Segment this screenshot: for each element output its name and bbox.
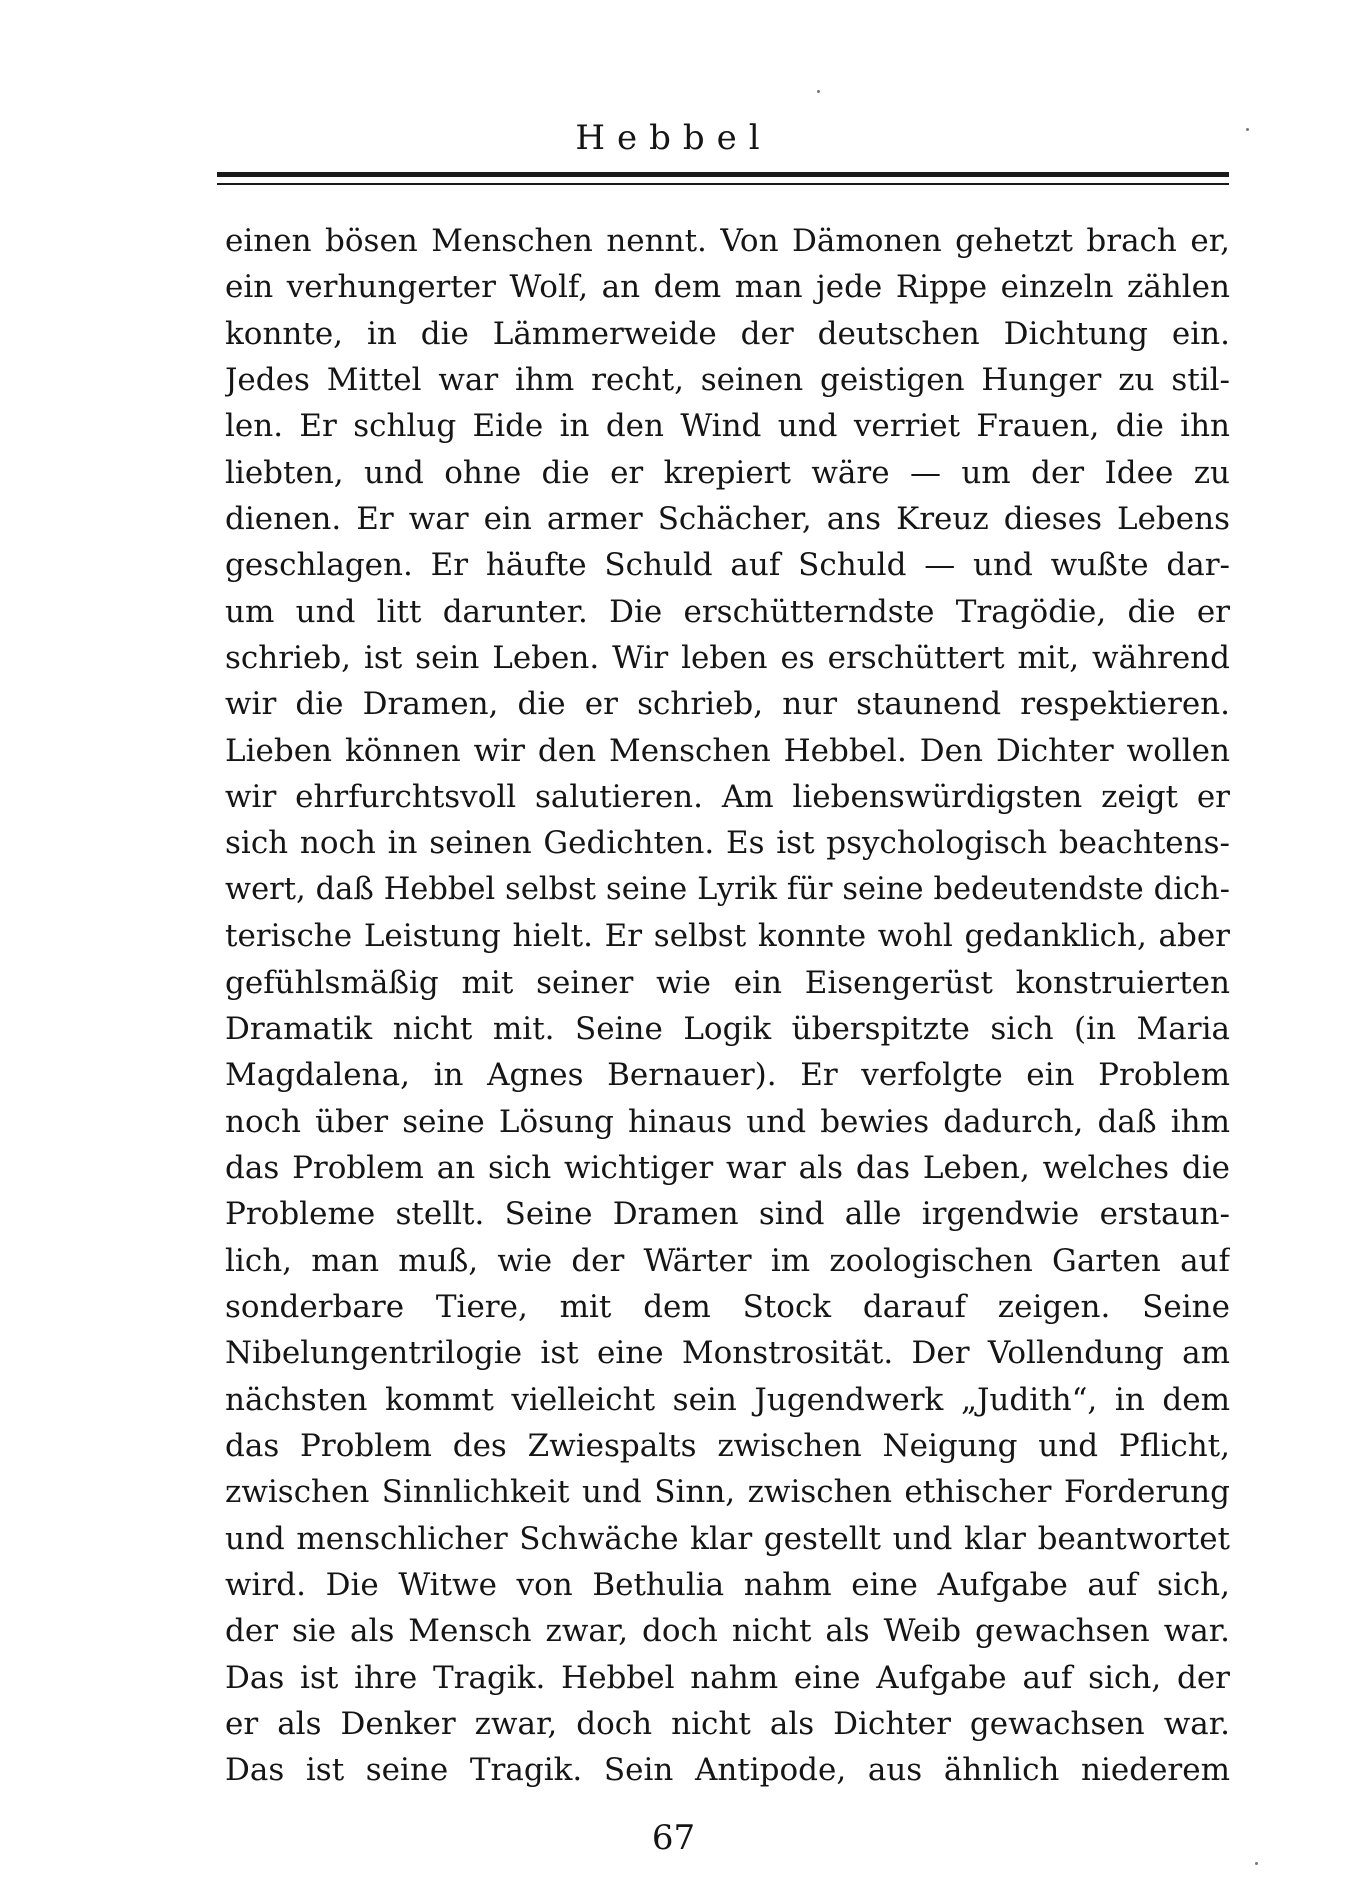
text-line: sich noch in seinen Gedichten. Es ist psychologisch beachtens-	[225, 825, 1230, 862]
text-line: sonderbare Tiere, mit dem Stock darauf zeigen. Seine	[225, 1288, 1230, 1325]
text-line: Probleme stellt. Seine Dramen sind alle irgendwie erstaun-	[225, 1196, 1230, 1233]
text-line: lich, man muß, wie der Wärter im zoologischen Garten auf	[225, 1242, 1230, 1279]
header-rule-thick	[217, 172, 1229, 177]
page-number: 67	[651, 1818, 696, 1858]
text-line: einen bösen Menschen nennt. Von Dämonen gehetzt brach er,	[225, 223, 1230, 259]
text-line: der sie als Mensch zwar, doch nicht als Weib gewachsen war.	[225, 1613, 1230, 1650]
text-line: ein verhungerter Wolf, an dem man jede Rippe einzeln zählen	[225, 269, 1230, 306]
text-line: wir die Dramen, die er schrieb, nur staunend respektieren.	[225, 686, 1230, 723]
text-line: liebten, und ohne die er krepiert wäre — um der Idee zu	[225, 454, 1230, 491]
print-speck	[817, 90, 820, 93]
text-line: konnte, in die Lämmerweide der deutschen Dichtung ein.	[225, 315, 1230, 352]
text-line: Dramatik nicht mit. Seine Logik überspitzte sich (in Maria	[225, 1010, 1230, 1047]
text-line: len. Er schlug Eide in den Wind und verriet Frauen, die ihn	[225, 408, 1230, 445]
text-line: und menschlicher Schwäche klar gestellt und klar beantwortet	[225, 1520, 1230, 1557]
text-line: noch über seine Lösung hinaus und bewies dadurch, daß ihm	[225, 1103, 1230, 1140]
text-line: geschlagen. Er häufte Schuld auf Schuld — und wußte dar-	[225, 547, 1230, 584]
running-head: Hebbel	[575, 118, 772, 158]
text-line: gefühlsmäßig mit seiner wie ein Eisengerüst konstruierten	[225, 964, 1230, 1001]
text-line: Das ist ihre Tragik. Hebbel nahm eine Aufgabe auf sich, der	[225, 1659, 1230, 1696]
text-line: Magdalena, in Agnes Bernauer). Er verfolgte ein Problem	[225, 1057, 1230, 1094]
print-speck	[1246, 128, 1249, 131]
text-line: dienen. Er war ein armer Schächer, ans Kreuz dieses Lebens	[225, 501, 1230, 538]
text-line: das Problem an sich wichtiger war als das Leben, welches die	[225, 1149, 1230, 1186]
text-line: wird. Die Witwe von Bethulia nahm eine Aufgabe auf sich,	[225, 1566, 1230, 1603]
body-text	[225, 218, 1230, 1794]
text-line: Jedes Mittel war ihm recht, seinen geistigen Hunger zu stil-	[225, 362, 1230, 399]
text-line: terische Leistung hielt. Er selbst konnte wohl gedanklich, aber	[225, 918, 1230, 955]
header-rule-thin	[217, 183, 1229, 185]
print-speck	[1255, 1862, 1258, 1865]
text-line: nächsten kommt vielleicht sein Jugendwerk „Judith“, in dem	[225, 1381, 1230, 1418]
text-line: wir ehrfurchtsvoll salutieren. Am liebenswürdigsten zeigt er	[225, 779, 1230, 816]
text-line: Nibelungentrilogie ist eine Monstrosität. Der Vollendung am	[225, 1335, 1230, 1372]
text-line: zwischen Sinnlichkeit und Sinn, zwischen ethischer Forderung	[225, 1474, 1230, 1511]
text-line: wert, daß Hebbel selbst seine Lyrik für seine bedeutendste dich-	[225, 871, 1230, 907]
text-line: das Problem des Zwiespalts zwischen Neigung und Pflicht,	[225, 1427, 1230, 1464]
text-line: Das ist seine Tragik. Sein Antipode, aus ähnlich niederem	[225, 1752, 1230, 1789]
text-line: Lieben können wir den Menschen Hebbel. Den Dichter wollen	[225, 732, 1230, 769]
text-line: schrieb, ist sein Leben. Wir leben es erschüttert mit, während	[225, 640, 1230, 677]
text-line: um und litt darunter. Die erschütterndste Tragödie, die er	[225, 593, 1230, 630]
text-line: er als Denker zwar, doch nicht als Dichter gewachsen war.	[225, 1706, 1230, 1742]
